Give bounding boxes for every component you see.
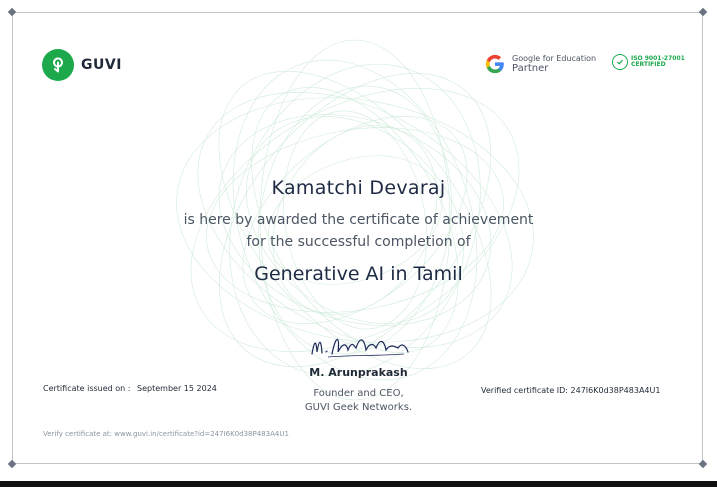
google-for-education-badge — [484, 53, 596, 75]
iso-certified-badge — [612, 54, 685, 70]
window-bottom-bar — [0, 481, 717, 487]
issue-date — [43, 384, 217, 393]
course-title: Generative AI in Tamil — [254, 263, 463, 285]
issue-date-label: Certificate issued on : — [43, 384, 131, 393]
google-g-icon — [484, 53, 506, 75]
award-statement-line2: for the successful completion of — [246, 234, 471, 250]
issue-date-value: September 15 2024 — [137, 384, 217, 393]
signatory-name: M. Arunprakash — [309, 366, 408, 379]
google-partner-line2: Partner — [512, 62, 549, 74]
signatory-title-line1: Founder and CEO, — [313, 388, 404, 399]
verified-certificate-id: Verified certificate ID: 247I6K0d38P483A4U1 — [481, 386, 661, 395]
guvi-logo-icon — [42, 49, 74, 81]
guvi-logo-text: GUVI — [81, 57, 122, 73]
iso-line2: CERTIFIED — [631, 61, 666, 68]
signatory-title-line2: GUVI Geek Networks. — [304, 402, 413, 413]
google-partner-line1: Google for Education — [512, 53, 597, 63]
signature-image — [308, 328, 412, 362]
award-statement-line1: is here by awarded the certificate of achievement — [183, 212, 534, 228]
corner-ornament — [699, 460, 707, 468]
guvi-logo — [42, 49, 122, 81]
recipient-name: Kamatchi Devaraj — [271, 177, 446, 199]
iso-seal-icon — [612, 54, 628, 70]
verify-certificate-url[interactable]: Verify certificate at: www.guvi.in/certificate?id=247I6K0d38P483A4U1 — [43, 430, 289, 438]
iso-line1: ISO 9001-27001 — [631, 54, 685, 62]
